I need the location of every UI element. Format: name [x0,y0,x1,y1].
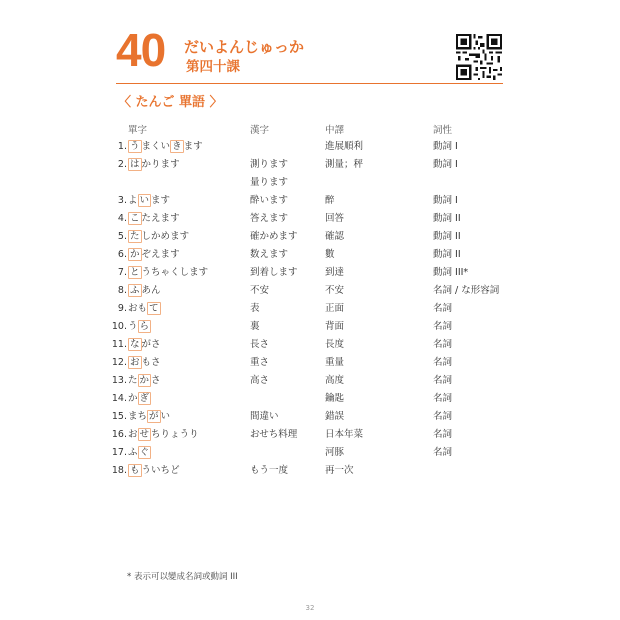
section-title: 〈 たんご 單語 〉 [118,95,223,110]
row-number: 3. [117,195,127,206]
accent-box: は [130,159,140,170]
vocab-part-of-speech: 動詞 I [433,195,458,206]
vocab-translation: 數 [325,249,335,260]
vocab-part-of-speech: 名詞 [433,321,453,332]
table-row [0,158,620,172]
kana-char: す [170,249,180,260]
row-number: 7. [117,267,127,278]
kana-char: す [160,195,171,206]
kana-char: ぞ [141,249,152,260]
row-number: 13. [111,375,127,386]
table-row [0,410,620,424]
kana-char: ち [137,411,148,422]
vocab-translation: 高度 [325,375,345,386]
table-row [0,248,620,262]
column-header-translation: 中譯 [325,125,345,136]
kana-char: お [128,303,138,314]
accent-box: て [149,303,159,314]
footnote: * 表示可以變成名詞或動詞 III [127,572,238,582]
vocab-kanji: 確かめます [250,231,298,242]
kana-char: い [160,411,171,422]
column-header-word: 單字 [128,125,148,136]
vocab-word [128,230,189,244]
kana-char: お [128,429,138,440]
accent-box: き [172,141,182,152]
vocab-part-of-speech: 動詞 II [433,231,461,242]
kana-char: た [128,375,138,386]
kana-char: し [141,231,152,242]
kana-char: ん [151,285,161,296]
kana-char: り [160,429,171,440]
table-row [0,392,620,406]
kana-char: ち [151,267,161,278]
row-number: 14. [111,393,127,404]
vocab-word [128,392,151,406]
row-number: 1. [117,141,127,152]
header-divider [116,83,503,84]
table-row [0,320,620,334]
accent-box: ら [139,321,150,332]
kana-char: う [179,429,190,440]
kana-char: り [151,159,161,170]
vocab-word [128,356,161,370]
table-row [0,140,620,154]
vocab-kanji: 裏 [250,321,260,332]
vocab-kanji: 高さ [250,375,270,386]
vocab-word [128,194,170,208]
column-header-pos: 詞性 [433,125,453,136]
table-row [0,374,620,388]
kana-char: ま [189,267,199,278]
kana-char: ま [160,159,171,170]
kana-char: ち [160,465,171,476]
row-number: 9. [117,303,127,314]
table-row [0,464,620,478]
row-number: 4. [117,213,127,224]
accent-box: ふ [130,285,140,296]
vocab-kanji: 数えます [250,249,289,260]
kana-char: す [198,267,209,278]
kana-char: ま [151,195,161,206]
kana-char: り [189,429,199,440]
vocab-part-of-speech: 名詞 [433,339,453,350]
vocab-translation: 進展順利 [325,141,364,152]
page-number: 32 [305,604,315,612]
accent-box: と [130,267,140,278]
accent-box: こ [130,213,140,224]
kana-char: が [141,339,152,350]
kana-char: い [160,141,171,152]
table-row [0,176,620,190]
accent-box: い [139,195,150,206]
kana-char: う [128,321,138,332]
table-row [0,212,620,226]
row-number: 18. [111,465,127,476]
vocab-part-of-speech: 動詞 II [433,249,461,260]
vocab-part-of-speech: 動詞 III* [433,267,469,278]
vocab-part-of-speech: 名詞 [433,375,453,386]
table-row [0,338,620,352]
vocab-kanji: 到着します [250,267,298,278]
kana-char: す [193,141,203,152]
vocab-part-of-speech: 動詞 I [433,159,458,170]
table-row [0,194,620,208]
lesson-number: 40 [116,24,166,76]
kana-char: ま [141,141,152,152]
row-number: 12. [111,357,127,368]
vocab-kanji: 表 [250,303,260,314]
vocab-kanji: おせち料理 [250,429,298,440]
kana-char: す [170,213,180,224]
kana-char: ょ [170,429,180,440]
kana-char: ゃ [160,267,171,278]
row-number: 16. [111,429,127,440]
accent-box: な [130,339,140,350]
kana-char: ま [160,249,171,260]
kana-char: も [141,357,152,368]
vocab-word [128,158,180,172]
vocab-translation: 日本年菜 [325,429,364,440]
vocab-part-of-speech: 動詞 II [433,213,461,224]
vocab-translation: 鑰匙 [325,393,345,404]
kana-char: か [141,159,152,170]
row-number: 2. [117,159,127,170]
vocab-kanji: 量ります [250,177,289,188]
kana-char: め [160,231,171,242]
accent-box: か [130,249,140,260]
vocab-translation: 回答 [325,213,345,224]
lesson-title-kanji: 第四十課 [186,59,240,75]
vocab-part-of-speech: 名詞 [433,429,453,440]
vocab-kanji: もう一度 [250,465,289,476]
kana-char: さ [151,357,161,368]
row-number: 11. [111,339,127,350]
accent-box: お [130,357,140,368]
vocab-word [128,338,161,352]
table-row [0,302,620,316]
vocab-kanji: 重さ [250,357,270,368]
row-number: 6. [117,249,127,260]
vocab-word [128,410,170,424]
vocab-word [128,428,199,442]
kana-char: し [179,267,190,278]
vocab-word [128,248,180,262]
accent-box: が [149,411,159,422]
vocab-translation: 錯誤 [325,411,345,422]
kana-char: ち [151,429,161,440]
vocab-part-of-speech: 動詞 I [433,141,458,152]
table-row [0,230,620,244]
vocab-word [128,374,161,388]
kana-char: か [128,393,138,404]
kana-char: く [151,141,161,152]
vocab-translation: 重量 [325,357,345,368]
accent-box: も [130,465,140,476]
accent-box: ぐ [139,447,150,458]
kana-char: さ [151,339,161,350]
vocab-translation: 長度 [325,339,345,350]
vocab-word [128,464,180,478]
vocab-word [128,302,161,316]
kana-char: ふ [128,447,138,458]
kana-char: ま [183,141,194,152]
vocab-translation: 到達 [325,267,345,278]
vocab-kanji: 測ります [250,159,289,170]
vocab-translation: 測量；秤 [325,159,364,170]
kana-char: ま [170,231,180,242]
vocab-word [128,320,151,334]
kana-char: さ [151,375,161,386]
table-row [0,356,620,370]
accent-box: う [130,141,140,152]
kana-char: あ [141,285,152,296]
kana-char: え [151,213,161,224]
kana-char: す [170,159,180,170]
table-row [0,446,620,460]
row-number: 15. [111,411,127,422]
vocab-part-of-speech: 名詞 [433,357,453,368]
accent-box: た [130,231,140,242]
vocab-word [128,284,161,298]
kana-char: う [141,267,152,278]
vocab-word [128,212,180,226]
column-header-kanji: 漢字 [250,125,270,136]
table-row [0,266,620,280]
accent-box: ぎ [139,393,150,404]
vocab-translation: 正面 [325,303,345,314]
vocab-kanji: 長さ [250,339,270,350]
vocab-part-of-speech: 名詞 [433,447,453,458]
row-number: 8. [117,285,127,296]
vocab-translation: 河豚 [325,447,345,458]
accent-box: せ [139,429,150,440]
vocab-part-of-speech: 名詞 [433,303,453,314]
qr-code-icon[interactable] [456,34,502,80]
vocab-translation: 不安 [325,285,345,296]
kana-char: か [151,231,161,242]
row-number: 10. [111,321,127,332]
lesson-title-kana: だいよんじゅっか [184,38,305,56]
kana-char: い [151,465,161,476]
vocab-word [128,266,208,280]
table-row [0,284,620,298]
kana-char: ま [128,411,138,422]
kana-char: う [141,465,152,476]
vocab-kanji: 間違い [250,411,279,422]
kana-char: え [151,249,161,260]
vocab-part-of-speech: 名詞 [433,393,453,404]
kana-char: ど [170,465,180,476]
vocab-translation: 醉 [325,195,335,206]
row-number: 17. [111,447,127,458]
vocab-kanji: 酔います [250,195,289,206]
vocab-part-of-speech: 名詞 / な形容詞 [433,285,500,296]
vocab-word [128,446,151,460]
kana-char: よ [128,195,138,206]
vocab-part-of-speech: 名詞 [433,411,453,422]
kana-char: も [137,303,148,314]
vocab-translation: 背面 [325,321,345,332]
kana-char: ま [160,213,171,224]
row-number: 5. [117,231,127,242]
kana-char: く [170,267,180,278]
vocab-kanji: 答えます [250,213,289,224]
vocab-word [128,140,203,154]
kana-char: す [179,231,190,242]
vocab-translation: 確認 [325,231,345,242]
vocab-kanji: 不安 [250,285,270,296]
kana-char: た [141,213,152,224]
vocab-translation: 再一次 [325,465,354,476]
accent-box: か [139,375,150,386]
table-row [0,428,620,442]
